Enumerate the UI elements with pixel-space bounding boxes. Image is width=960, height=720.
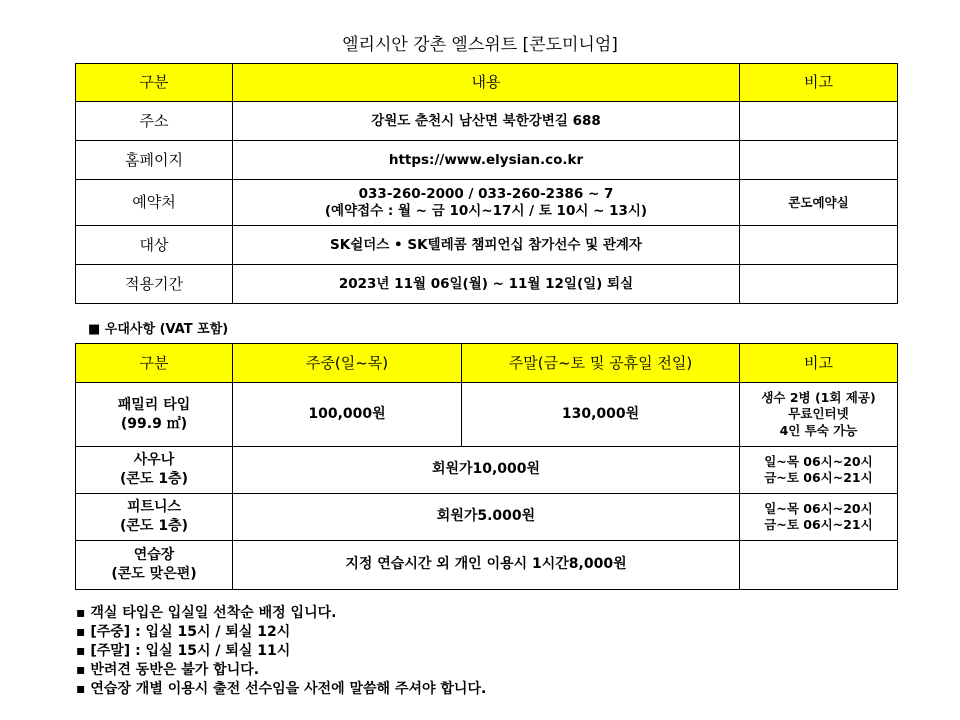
- phone-numbers: 033-260-2000 / 033-260-2386 ~ 7: [358, 185, 614, 202]
- row-note: [740, 541, 898, 590]
- row-content: 2023년 11월 06일(월) ~ 11월 12일(일) 퇴실: [233, 265, 740, 304]
- row-label: 대상: [76, 226, 233, 265]
- row-note: [740, 102, 898, 141]
- table-row: [76, 141, 898, 180]
- practice-label: 연습장: [133, 547, 175, 564]
- section-note: ■ 우대사항 (VAT 포함): [88, 322, 229, 337]
- table-row-practice: [76, 541, 898, 590]
- note-line: 생수 2병 (1회 제공): [761, 390, 876, 406]
- header-weekday: 주중(일~목): [233, 344, 462, 383]
- page-title: 엘리시안 강촌 엘스위트 [콘도미니엄]: [342, 35, 618, 55]
- row-content: 강원도 춘천시 남산면 북한강변길 688: [233, 102, 740, 141]
- table-row-sauna: [76, 447, 898, 494]
- weekend-price: 130,000원: [462, 383, 740, 447]
- sauna-price: 회원가10,000원: [233, 447, 740, 494]
- table-row: [76, 265, 898, 304]
- row-note: 콘도예약실: [740, 180, 898, 226]
- note-line: 금~토 06시~21시: [764, 517, 873, 532]
- row-label: [76, 541, 233, 590]
- note-line: 일~목 06시~20시: [764, 453, 873, 469]
- fitness-location: (콘도 1층): [120, 518, 188, 534]
- price-table: [75, 343, 898, 590]
- row-note: [740, 141, 898, 180]
- list-item: ▪ 객실 타입은 입실일 선착순 배정 입니다.: [76, 605, 337, 621]
- sauna-location: (콘도 1층): [120, 471, 188, 487]
- row-label: [76, 447, 233, 494]
- table-row: [76, 226, 898, 265]
- weekday-price: 100,000원: [233, 383, 462, 447]
- note-line: 일~목 06시~20시: [764, 500, 873, 516]
- row-label: 홈페이지: [76, 141, 233, 180]
- table-row-fitness: [76, 494, 898, 541]
- list-item: ▪ 연습장 개별 이용시 출전 선수임을 사전에 말씀해 주셔야 합니다.: [76, 681, 487, 697]
- practice-location: (콘도 맞은편): [111, 566, 197, 582]
- header-note: 비고: [740, 344, 898, 383]
- note-line: 금~토 06시~21시: [764, 470, 873, 485]
- family-type-label: 패밀리 타입: [117, 396, 191, 413]
- list-item: ▪ [주중] : 입실 15시 / 퇴실 12시: [76, 624, 291, 640]
- row-content: SK쉴더스 • SK텔레콤 챔피언십 참가선수 및 관계자: [233, 226, 740, 265]
- family-type-size: (99.9 ㎡): [120, 415, 188, 432]
- row-note: [740, 226, 898, 265]
- table-row: [76, 102, 898, 141]
- header-category: 구분: [76, 344, 233, 383]
- bottom-notes: [76, 604, 486, 699]
- table-row-family: [76, 383, 898, 447]
- sauna-label: 사우나: [133, 452, 175, 469]
- info-table: [75, 63, 898, 304]
- fitness-price: 회원가5.000원: [233, 494, 740, 541]
- reservation-hours: (예약접수 : 월 ~ 금 10시~17시 / 토 10시 ~ 13시): [324, 202, 648, 219]
- row-content: [233, 180, 740, 226]
- header-category: 구분: [76, 64, 233, 102]
- info-table-header: [76, 64, 898, 102]
- row-label: 주소: [76, 102, 233, 141]
- fitness-label: 피트니스: [126, 499, 182, 516]
- row-label: [76, 494, 233, 541]
- row-note: [740, 447, 898, 494]
- note-line: 4인 투숙 가능: [779, 422, 858, 438]
- header-note: 비고: [740, 64, 898, 102]
- table-row: [76, 180, 898, 226]
- list-item: ▪ [주말] : 입실 15시 / 퇴실 11시: [76, 643, 291, 659]
- practice-price: 지정 연습시간 외 개인 이용시 1시간8,000원: [233, 541, 740, 590]
- price-table-header: [76, 344, 898, 383]
- header-weekend: 주말(금~토 및 공휴일 전일): [462, 344, 740, 383]
- row-note: [740, 383, 898, 447]
- list-item: ▪ 반려견 동반은 불가 합니다.: [76, 662, 260, 678]
- row-label: 적용기간: [76, 265, 233, 304]
- note-line: 무료인터넷: [788, 406, 849, 422]
- homepage-link[interactable]: https://www.elysian.co.kr: [233, 141, 740, 180]
- row-label: 예약처: [76, 180, 233, 226]
- row-note: [740, 265, 898, 304]
- header-content: 내용: [233, 64, 740, 102]
- row-note: [740, 494, 898, 541]
- row-label: [76, 383, 233, 447]
